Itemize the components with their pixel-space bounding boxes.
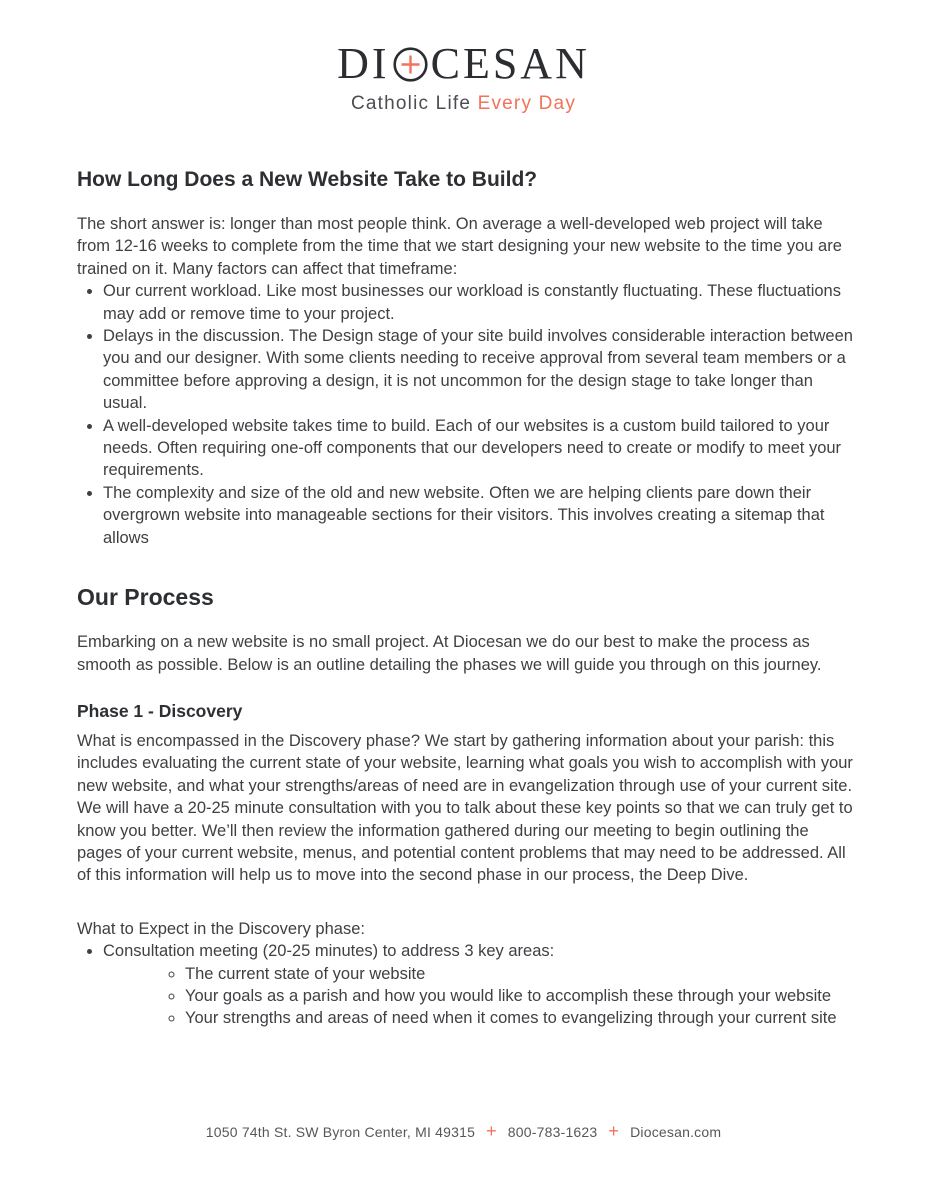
list-item: • Our current workload. Like most businesses our workload is constantly fluctuating. These fluctuations may add or remove time to your project. <box>103 280 856 325</box>
expect-item-text: Consultation meeting (20-25 minutes) to address 3 key areas: <box>103 942 555 961</box>
logo-tagline <box>0 93 927 115</box>
list-item: • A well-developed website takes time to build. Each of our websites is a custom build tailored to your needs. Often requiring one-off components that our developers need to create or modify to meet your requirements. <box>103 415 856 482</box>
list-item: • The complexity and size of the old and new website. Often we are helping clients pare down their overgrown website into manageable sections for their visitors. This involves creating a sitemap that allows <box>103 482 856 549</box>
tagline-accent: Every Day <box>477 93 577 114</box>
logo-wordmark <box>0 39 927 88</box>
intro-paragraph: The short answer is: longer than most people think. On average a well-developed web project will take from 12-16 weeks to complete from the time that we start designing your new website to the time you are trained on it. Many factors can affect that timeframe: <box>77 215 842 278</box>
page-title: How Long Does a New Website Take to Build? <box>77 168 538 191</box>
phase1-heading: Phase 1 - Discovery <box>77 700 243 721</box>
expect-label: What to Expect in the Discovery phase: <box>77 919 365 938</box>
process-intro-paragraph: Embarking on a new website is no small project. At Diocesan we do our best to make the process as smooth as possible. Below is an outline detailing the phases we will guide you through on this journey. <box>77 633 822 674</box>
list-item: ◦ Your strengths and areas of need when it comes to evangelizing through your current site <box>185 1007 856 1029</box>
diocesan-logo <box>0 0 927 115</box>
footer-phone: 800-783-1623 <box>507 1124 598 1140</box>
document-body <box>77 166 856 1030</box>
phase1-body-paragraph: What is encompassed in the Discovery phase? We start by gathering information about your parish: this includes evaluating the current state of your website, learning what goals you wish to accomplish with your new website, and what your strengths/areas of need are in evangelization through use of your current site. We will have a 20-25 minute consultation with you to talk about these key points so that we can truly get to know you better. We’ll then review the information gathered during our meeting to begin outlining the pages of your current website, menus, and potential content problems that may need to be addressed. All of this information will help us to move into the second phase in our process, the Deep Dive. <box>77 731 853 885</box>
expect-list <box>77 940 856 1030</box>
factors-list <box>77 280 856 549</box>
list-item: ◦ Your goals as a parish and how you would like to accomplish these through your website <box>185 985 856 1007</box>
section-heading-our-process: Our Process <box>77 584 214 611</box>
expect-sublist <box>103 963 856 1030</box>
tagline-dark: Catholic Life <box>350 93 478 114</box>
logo-text-cesan: CESAN <box>430 39 590 88</box>
list-item: • Delays in the discussion. The Design stage of your site build involves considerable interaction between you and our designer. With some clients needing to receive approval from several team members or a committee before approving a design, it is not uncommon for the design stage to take longer than usual. <box>103 325 856 415</box>
footer-address: 1050 74th St. SW Byron Center, MI 49315 <box>205 1124 476 1140</box>
page-footer <box>0 1121 927 1141</box>
list-item <box>103 940 856 1030</box>
footer-cross-icon: + <box>486 1121 497 1141</box>
footer-website: Diocesan.com <box>630 1124 722 1140</box>
cross-in-circle-icon <box>393 47 428 82</box>
footer-cross-icon: + <box>608 1121 620 1141</box>
logo-text-di: DI <box>337 39 390 88</box>
list-item: ◦ The current state of your website <box>185 963 856 985</box>
